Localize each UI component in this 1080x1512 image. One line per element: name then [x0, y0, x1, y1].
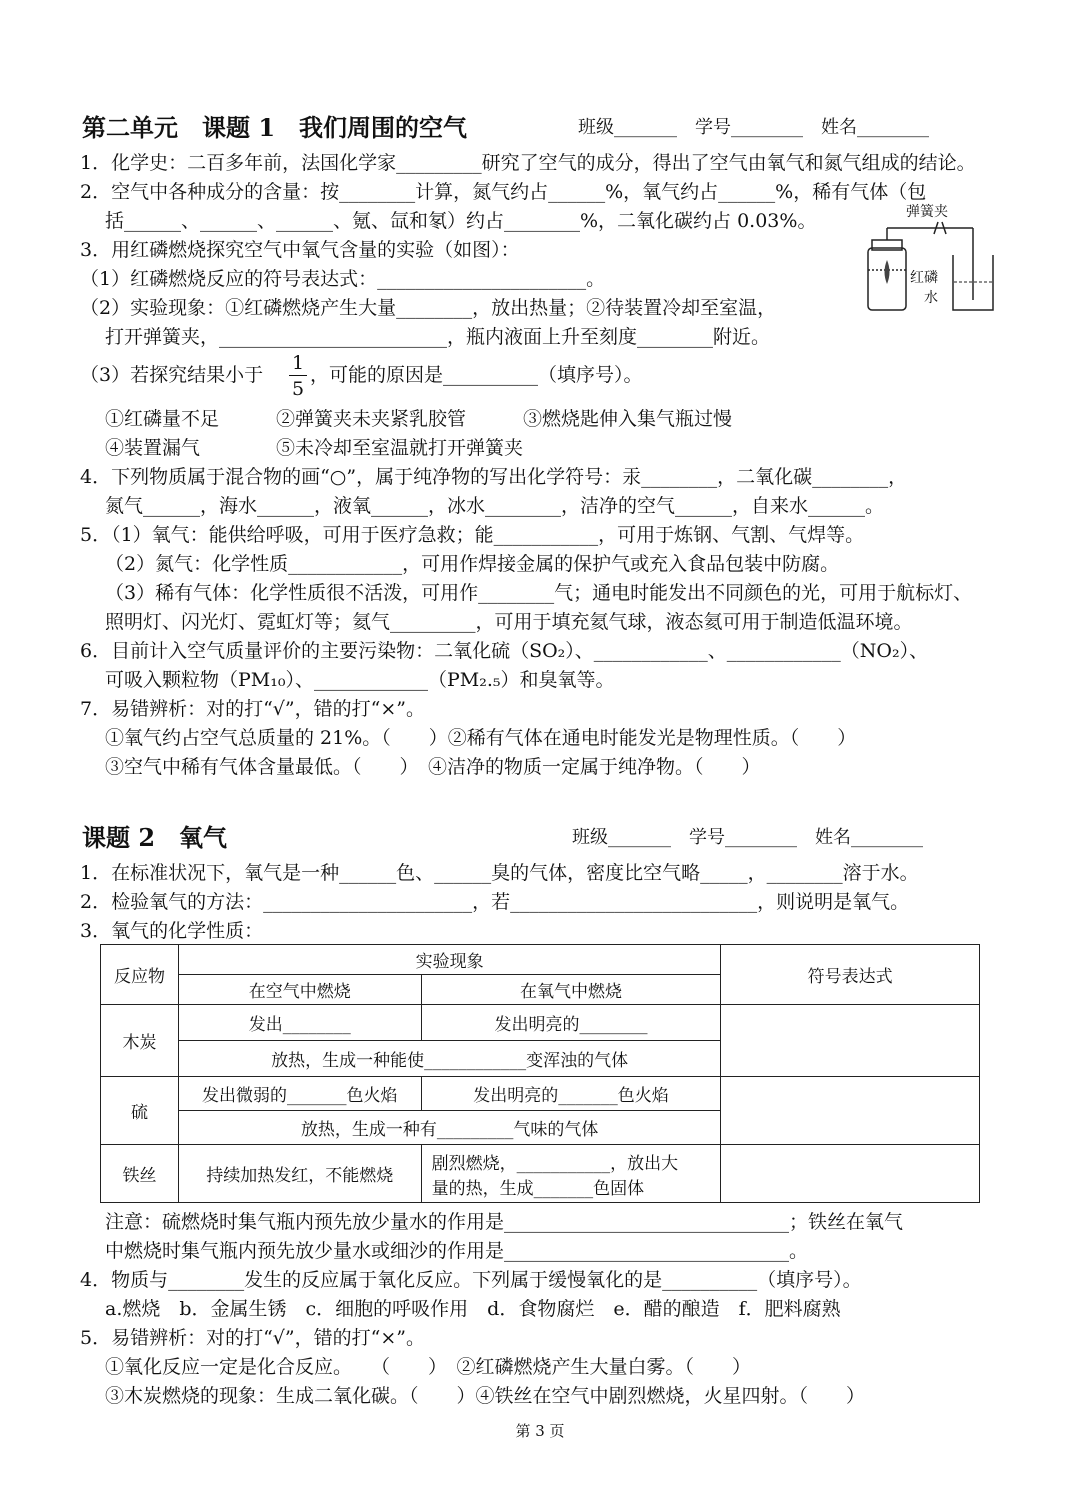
row-iron-name: 铁丝 — [101, 1145, 179, 1203]
header-in-air: 在空气中燃烧 — [178, 975, 421, 1005]
section1-heading: 第二单元 课题 1 我们周围的空气 — [82, 113, 468, 142]
carbon-common: 放热，生成一种能使____________变浑浊的气体 — [178, 1041, 720, 1077]
carbon-formula-cell — [721, 1005, 980, 1077]
fraction-bar — [289, 375, 307, 376]
section2-student-info: 班级_______ 学号________ 姓名________ — [572, 827, 923, 848]
q1-history: 1．化学史：二百多年前，法国化学家_________研究了空气的成分，得出了空气由氧气和氮气组成的结论。 — [80, 152, 976, 174]
carbon-in-oxygen: 发出明亮的________ — [421, 1005, 721, 1041]
s2-q4-options: a.燃烧 b．金属生锈 c．细胞的呼吸作用 d．食物腐烂 e．醋的酿造 f．肥料腐熟 — [105, 1298, 841, 1320]
header-phenomenon: 实验现象 — [178, 945, 720, 975]
q4-line2: 氮气______，海水______，液氧______，冰水________，洁净的空气______，自来水______。 — [105, 495, 885, 517]
red-phosphorus-apparatus-diagram — [858, 200, 1008, 320]
q7-items-2: ③空气中稀有气体含量最低。（ ） ④洁净的物质一定属于纯净物。（ ） — [105, 756, 761, 778]
fraction-numerator: 1 — [291, 352, 305, 374]
page-number: 第 3 页 — [515, 1422, 565, 1440]
q3-intro: 3．用红磷燃烧探究空气中氧气含量的实验（如图）： — [80, 239, 520, 261]
header-formula: 符号表达式 — [721, 945, 980, 1005]
clip-label: 弹簧夹 — [906, 204, 948, 220]
q5-2: （2）氮气：化学性质____________，可用作焊接金属的保护气或充入食品包装中防腐。 — [105, 553, 840, 575]
s2-q1: 1．在标准状况下，氧气是一种______色、______臭的气体，密度比空气略_____，________溶于水。 — [80, 862, 919, 884]
water-label: 水 — [924, 290, 938, 306]
q4-line1: 4．下列物质属于混合物的画“○”，属于纯净物的写出化学符号：汞________，二氧化碳________， — [80, 466, 908, 488]
q6-line2: 可吸入颗粒物（PM₁₀）、____________（PM₂.₅）和臭氧等。 — [105, 669, 615, 691]
flame-icon — [885, 260, 890, 284]
s2-q2: 2．检验氧气的方法：______________________，若__________________________，则说明是氧气。 — [80, 891, 910, 913]
row-sulfur-name: 硫 — [101, 1077, 179, 1145]
q5-3-line1: （3）稀有气体：化学性质很不活泼，可用作________气；通电时能发出不同颜色的光，可用于航标灯、 — [105, 582, 973, 604]
iron-formula-cell — [721, 1145, 980, 1203]
fraction-denominator: 5 — [291, 378, 305, 400]
oxygen-properties-table — [100, 944, 980, 1203]
sulfur-in-air: 发出微弱的_______色火焰 — [178, 1077, 421, 1111]
q3-3-options-1: ①红磷量不足 ②弹簧夹未夹紧乳胶管 ③燃烧匙伸入集气瓶过慢 — [105, 408, 733, 430]
header-in-oxygen: 在氧气中燃烧 — [421, 975, 721, 1005]
q3-3-options-2: ④装置漏气 ⑤未冷却至室温就打开弹簧夹 — [105, 437, 524, 459]
row-carbon-name: 木炭 — [101, 1005, 179, 1077]
q6-line1: 6．目前计入空气质量评价的主要污染物：二氧化硫（SO₂）、____________、____________（NO₂）、 — [80, 640, 929, 662]
iron-in-oxygen — [421, 1145, 721, 1203]
carbon-in-air: 发出________ — [178, 1005, 421, 1041]
iron-in-oxygen-line1: 剧烈燃烧，___________，放出大 — [431, 1153, 679, 1174]
note-line1: 注意：硫燃烧时集气瓶内预先放少量水的作用是______________________________；铁丝在氧气 — [105, 1211, 904, 1233]
s2-q3: 3．氧气的化学性质： — [80, 920, 264, 942]
section2-heading: 课题 2 氧气 — [82, 823, 228, 852]
header-reactant: 反应物 — [101, 945, 179, 1005]
sulfur-in-oxygen: 发出明亮的_______色火焰 — [421, 1077, 721, 1111]
iron-in-air: 持续加热发红，不能燃烧 — [178, 1145, 421, 1203]
q5-3-line2: 照明灯、闪光灯、霓虹灯等；氦气_________，可用于填充氦气球，液态氦可用于制造低温环境。 — [105, 611, 913, 633]
q3-2-line1: （2）实验现象：①红磷燃烧产生大量________，放出热量；②待装置冷却至室温， — [80, 297, 777, 319]
note-line2: 中燃烧时集气瓶内预先放少量水或细沙的作用是______________________________。 — [105, 1240, 809, 1262]
q3-3-prefix: （3）若探究结果小于 — [80, 364, 264, 386]
s2-q5-items-2: ③木炭燃烧的现象：生成二氧化碳。（ ）④铁丝在空气中剧烈燃烧，火星四射。（ ） — [105, 1385, 866, 1407]
q2-line2: 括______、______、______、氪、氙和氡）约占________%，二氧化碳约占 0.03%。 — [105, 210, 817, 232]
s2-q4: 4．物质与________发生的反应属于氧化反应。下列属于缓慢氧化的是__________（填序号）。 — [80, 1269, 862, 1291]
q3-2-line2: 打开弹簧夹，________________________，瓶内液面上升至刻度________附近。 — [105, 326, 771, 348]
q2-line1: 2．空气中各种成分的含量：按________计算，氮气约占______%，氧气约占______%，稀有气体（包 — [80, 181, 927, 203]
q7-items-1: ①氧气约占空气总质量的 21%。（ ）②稀有气体在通电时能发光是物理性质。（ ） — [105, 727, 857, 749]
phosphorus-label: 红磷 — [910, 270, 938, 286]
q3-3-suffix: ，可能的原因是__________（填序号）。 — [310, 364, 643, 386]
q7-intro: 7．易错辨析：对的打“√”，错的打“×”。 — [80, 698, 425, 720]
s2-q5-items-1: ①氧化反应一定是化合反应。 （ ） ②红磷燃烧产生大量白雾。（ ） — [105, 1356, 752, 1378]
q5-1: 5．（1）氧气：能供给呼吸，可用于医疗急救；能___________，可用于炼钢、气割、气焊等。 — [80, 524, 865, 546]
sulfur-common: 放热，生成一种有_________气味的气体 — [178, 1111, 720, 1145]
s2-q5-intro: 5．易错辨析：对的打“√”，错的打“×”。 — [80, 1327, 425, 1349]
iron-in-oxygen-line2: 量的热，生成_______色固体 — [431, 1178, 645, 1199]
section1-student-info: 班级_______ 学号________ 姓名________ — [578, 117, 929, 138]
sulfur-formula-cell — [721, 1077, 980, 1145]
q3-1: （1）红磷燃烧反应的符号表达式：______________________。 — [80, 268, 606, 290]
